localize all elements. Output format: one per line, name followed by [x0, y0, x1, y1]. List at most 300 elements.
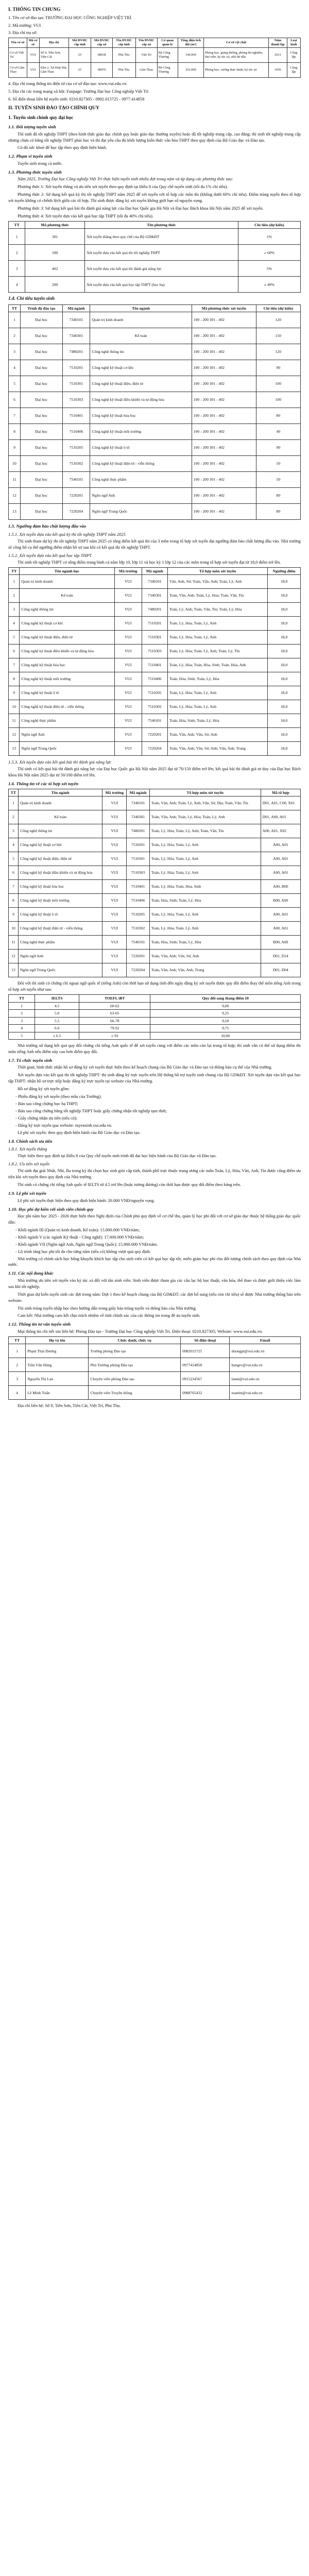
- table-cell: 2: [9, 328, 21, 344]
- table-cell: Xét tuyển dựa vào kết quả thi tốt nghiệp THPT: [85, 245, 238, 261]
- table-cell: 4: [9, 360, 21, 376]
- column-header: Cơ quan quản lý: [157, 38, 178, 48]
- column-header: Tên phương thức: [85, 221, 238, 228]
- table-cell: 18,0: [268, 589, 301, 603]
- table-cell: Toán, Lý, Hóa; Toán, Lý, Anh: [149, 922, 261, 936]
- paragraph: Xét tuyển dựa vào kết quả thi tốt nghiệp THPT: thí sinh đăng ký trực tuyến trên Hệ thống hỗ trợ tuyển sinh chung của Bộ GD&ĐT. Xét tuyển dựa vào kết quả học tập THPT: nhận hồ sơ trực tiếp hoặc đăng ký trực tuyến tại website của Nhà trường.: [8, 1073, 301, 1084]
- table-cell: duongpt@vui.edu.vn: [230, 1344, 301, 1358]
- table-row: [9, 245, 301, 261]
- table-cell: Toán, Lý, Hóa; Toán, Lý, Anh: [167, 686, 267, 700]
- table-cell: Công nghệ kỹ thuật điện tử - viễn thông: [90, 456, 192, 472]
- table-cell: 9: [9, 686, 20, 700]
- table-cell: Toán, Lý, Hóa; Toán, Hóa, Sinh: [149, 880, 261, 894]
- table-cell: 3: [9, 1372, 26, 1386]
- table-cell: 1: [9, 796, 19, 810]
- table-cell: D01, A00, A01: [261, 810, 300, 824]
- table-cell: 79-92: [79, 1025, 150, 1032]
- table-cell: 150: [256, 328, 300, 344]
- table-cell: Công nghệ kỹ thuật điện, điện tử: [90, 376, 192, 392]
- table-cell: 7: [9, 408, 21, 424]
- table-row: [9, 1025, 301, 1032]
- table-cell: 8: [9, 424, 21, 440]
- table-cell: 90: [256, 360, 300, 376]
- table-cell: Đại học: [20, 504, 62, 520]
- table-cell: 7220201: [62, 488, 90, 504]
- table-cell: 1: [9, 575, 20, 589]
- info-line: 4. Địa chỉ trang thông tin điện tử của cơ sở đào tạo: www.vui.edu.vn: [8, 81, 127, 87]
- table-cell: VUI: [114, 575, 142, 589]
- table-cell: Công nghệ kỹ thuật hóa học: [90, 408, 192, 424]
- table-row: [9, 824, 301, 838]
- table-row: [9, 1017, 301, 1024]
- table-cell: Đại học: [20, 344, 62, 360]
- table-cell: 7220201: [127, 950, 149, 963]
- table-cell: ≥ 60%: [238, 245, 300, 261]
- table-row: [9, 922, 301, 936]
- column-header: Tổ hợp môn xét tuyển: [167, 567, 267, 574]
- table-cell: 3: [9, 824, 19, 838]
- heading: 1.6. Thông tin về các tổ hợp xét tuyển: [8, 781, 79, 787]
- table-cell: lannt@vui.edu.vn: [230, 1372, 301, 1386]
- table-cell: VUI: [102, 936, 127, 950]
- table-cell: Trần Văn Hùng: [26, 1358, 89, 1372]
- table-cell: 7510303: [62, 392, 90, 408]
- table-row: [9, 48, 301, 63]
- table-cell: 1: [9, 1002, 35, 1009]
- table-cell: 100 - 200 301 - 402: [192, 504, 256, 520]
- table-row: [9, 603, 301, 617]
- table-cell: 4: [9, 1386, 26, 1400]
- combos-table: [8, 567, 301, 756]
- table-row: [9, 950, 301, 963]
- table-cell: Cơ sở Lâm Thao: [9, 63, 27, 78]
- table-cell: 100 - 200 301 - 402: [192, 328, 256, 344]
- column-header: TT: [9, 789, 19, 796]
- info-line: 3. Địa chỉ trụ sở:: [8, 30, 38, 36]
- table-cell: Ngôn ngữ Trung Quốc: [20, 742, 114, 756]
- blocks-table: [8, 789, 301, 977]
- table-cell: Công nghệ kỹ thuật điều khiển và tự động hóa: [18, 866, 102, 880]
- table-cell: 100 - 200 301 - 402: [192, 440, 256, 456]
- column-header: Số điện thoại: [181, 1336, 230, 1344]
- table-row: [9, 1344, 301, 1358]
- list-item: - Khối ngành V (các ngành Kỹ thuật - Công nghệ): 17.600.000 VNĐ/năm;: [15, 1234, 144, 1240]
- quota-table: [8, 304, 301, 520]
- table-cell: 5: [9, 631, 20, 645]
- list-item: - Lộ trình tăng học phí tối đa cho từng năm (nếu có) không vượt quá quy định.: [15, 1249, 151, 1254]
- table-row: [9, 714, 301, 728]
- table-row: [9, 344, 301, 360]
- table-cell: 7510301: [127, 852, 149, 866]
- table-cell: 7480201: [62, 344, 90, 360]
- table-cell: Công nghệ kỹ thuật cơ khí: [90, 360, 192, 376]
- table-row: [9, 504, 301, 520]
- table-cell: 0982015725: [181, 1344, 230, 1358]
- table-cell: 18,0: [268, 672, 301, 686]
- column-header: Mã phương thức: [25, 221, 85, 228]
- table-cell: Toán, Văn, Anh; Toán, Lý, Hóa; Toán, Văn, Tin: [167, 589, 267, 603]
- table-cell: 146.000: [178, 48, 203, 63]
- table-cell: 18,0: [268, 575, 301, 589]
- table-cell: A00, A01: [261, 852, 300, 866]
- table-cell: Toán, Lý, Hóa; Toán, Lý, Anh: [167, 700, 267, 714]
- table-cell: Công nghệ kỹ thuật hóa học: [18, 880, 102, 894]
- table-cell: tuanlm@vui.edu.vn: [230, 1386, 301, 1400]
- table-cell: 100 - 200 301 - 402: [192, 376, 256, 392]
- paragraph: Lệ phí xét tuyển thực hiện theo quy định hiện hành: 20.000 VNĐ/nguyện vọng.: [18, 1198, 155, 1203]
- table-row: [9, 1358, 301, 1372]
- table-cell: 1: [9, 312, 21, 328]
- table-cell: Nguyễn Thị Lan: [26, 1372, 89, 1386]
- table-cell: 63-65: [79, 1010, 150, 1017]
- info-line: 5. Địa chỉ các trang mạng xã hội: Fanpage: Trường Đại học Công nghiệp Việt Trì: [8, 89, 149, 94]
- table-row: [9, 312, 301, 328]
- table-cell: 11: [9, 472, 21, 488]
- info-line: 1. Tên cơ sở đào tạo: TRƯỜNG ĐẠI HỌC CÔNG NGHIỆP VIỆT TRÌ: [8, 15, 131, 20]
- table-cell: 7340301: [62, 328, 90, 344]
- column-header: TOEFL iBT: [79, 995, 150, 1002]
- table-cell: 2: [9, 1010, 35, 1017]
- table-cell: 25: [68, 48, 91, 63]
- table-cell: Đại học: [20, 488, 62, 504]
- table-cell: 18,0: [268, 728, 301, 742]
- table-cell: B00, A00: [261, 894, 300, 908]
- table-row: [9, 456, 301, 472]
- table-cell: 100 - 200 301 - 402: [192, 408, 256, 424]
- table-cell: 7510201: [62, 360, 90, 376]
- table-cell: A00, A01: [261, 866, 300, 880]
- table-cell: 7220204: [62, 504, 90, 520]
- table-cell: 66-78: [79, 1017, 150, 1024]
- table-header-row: [9, 304, 301, 312]
- table-cell: 2: [9, 1358, 26, 1372]
- table-row: [9, 796, 301, 810]
- column-header: Họ và tên: [26, 1336, 89, 1344]
- paragraph: Thí sinh đã tốt nghiệp THPT (theo hình thức giáo dục chính quy hoặc giáo dục thường xuyên) hoặc đã tốt nghiệp trung cấp, cao đẳng; thí sinh tốt nghiệp trung cấp nhưng chưa có bằng tốt nghiệp THPT phải học và thi đạt yêu cầu đủ khối lượng kiến thức văn hóa THPT theo quy định của Bộ Giáo dục và Đào tạo.: [8, 131, 301, 143]
- table-cell: Đại học: [20, 312, 62, 328]
- table-cell: VUI: [114, 617, 142, 631]
- table-cell: Khu 2, Xã Hợp Hải, Lâm Thao: [39, 63, 68, 78]
- table-cell: Toán, Lý, Hóa; Toán, Lý, Anh: [149, 838, 261, 852]
- table-cell: Phú Thọ: [112, 48, 135, 63]
- table-cell: 9: [9, 440, 21, 456]
- table-row: [9, 658, 301, 672]
- table-cell: Việt Trì: [135, 48, 157, 63]
- table-cell: Bộ Công Thương: [157, 63, 178, 78]
- column-header: Tổng diện tích đất (m²): [178, 38, 203, 48]
- list-item: - Khối ngành III (Quản trị kinh doanh, Kế toán): 15.800.000 VNĐ/năm;: [15, 1227, 140, 1232]
- table-body: [9, 229, 301, 293]
- column-header: Chức danh, chức vụ: [89, 1336, 181, 1344]
- table-row: [9, 672, 301, 686]
- column-header: Tên ĐVHC cấp tỉnh: [112, 38, 135, 48]
- table-cell: Toán, Văn, Anh; Văn, Sử, Anh; Văn, Anh, Trung: [167, 742, 267, 756]
- table-cell: 7510406: [127, 894, 149, 908]
- table-row: [9, 472, 301, 488]
- table-row: [9, 1386, 301, 1400]
- column-header: Tên ngành: [90, 304, 192, 312]
- table-cell: 1%: [238, 229, 300, 245]
- table-cell: 100 - 200 301 - 402: [192, 456, 256, 472]
- table-cell: B00, A00: [261, 936, 300, 950]
- table-cell: 100 - 200 301 - 402: [192, 312, 256, 328]
- column-header: Mã tổ hợp: [261, 789, 300, 796]
- table-cell: Xét tuyển dựa vào kết quả thi đánh giá năng lực: [85, 261, 238, 277]
- list-item: - Bản sao công chứng học bạ THPT;: [15, 1101, 78, 1106]
- table-cell: 7510302: [142, 700, 167, 714]
- column-header: Chỉ tiêu (dự kiến): [256, 304, 300, 312]
- heading: 1.7. Tổ chức tuyển sinh: [8, 1057, 53, 1063]
- table-body: [9, 312, 301, 520]
- table-header-row: [9, 995, 301, 1002]
- table-row: [9, 617, 301, 631]
- column-header: Email: [230, 1336, 301, 1344]
- table-cell: 80: [256, 504, 300, 520]
- table-cell: 90: [256, 440, 300, 456]
- table-row: [9, 360, 301, 376]
- table-cell: VUI: [102, 866, 127, 880]
- table-cell: Phú Thọ: [112, 63, 135, 78]
- table-cell: 7540101: [62, 472, 90, 488]
- info-line: 2. Mã trường: VUI: [8, 23, 41, 28]
- table-cell: 80: [256, 408, 300, 424]
- table-row: [9, 728, 301, 742]
- table-cell: Công nghệ kỹ thuật ô tô: [20, 686, 114, 700]
- table-cell: 18,0: [268, 686, 301, 700]
- list-item: - Khối ngành VII (Ngôn ngữ Anh, Ngôn ngữ Trung Quốc): 15.800.000 VNĐ/năm.: [15, 1242, 158, 1247]
- table-cell: Công nghệ kỹ thuật ô tô: [18, 908, 102, 922]
- table-cell: Quản trị kinh doanh: [90, 312, 192, 328]
- table-header-row: [9, 789, 301, 796]
- table-cell: Công nghệ kỹ thuật điện tử - viễn thông: [18, 922, 102, 936]
- table-cell: 2: [9, 245, 25, 261]
- paragraph: Đối với thí sinh có chứng chỉ ngoại ngữ quốc tế (tiếng Anh) còn thời hạn sử dụng tính đến ngày đăng ký xét tuyển được quy đổi điểm thay thế môn tiếng Anh trong tổ hợp xét tuyển như sau:: [8, 981, 301, 992]
- table-header-row: [9, 221, 301, 228]
- table-cell: 3: [9, 344, 21, 360]
- table-row: [9, 1002, 301, 1009]
- heading: 1.8.2. Ưu tiên xét tuyển: [8, 1161, 50, 1167]
- column-header: Tên cơ sở: [9, 38, 27, 48]
- paragraph: Nhà trường có chính sách học bổng khuyến khích học tập cho sinh viên có kết quả học tập tốt; miễn giảm học phí cho đối tượng chính sách theo quy định của Nhà nước.: [8, 1256, 301, 1267]
- table-cell: Ngôn ngữ Trung Quốc: [18, 963, 102, 977]
- table-row: [9, 700, 301, 714]
- table-cell: 8: [9, 672, 20, 686]
- table-cell: 100: [256, 376, 300, 392]
- table-cell: VUI: [114, 589, 142, 603]
- table-cell: Toán, Lý, Hóa; Toán, Lý, Anh: [167, 631, 267, 645]
- document-list: [8, 1094, 301, 1129]
- table-cell: 7510301: [142, 631, 167, 645]
- table-cell: 100 - 200 301 - 402: [192, 392, 256, 408]
- table-cell: 12: [9, 488, 21, 504]
- table-row: [9, 852, 301, 866]
- table-cell: Công nghệ kỹ thuật môi trường: [20, 672, 114, 686]
- column-header: Cơ sở vật chất: [204, 38, 269, 48]
- table-body: [9, 796, 301, 977]
- table-row: [9, 589, 301, 603]
- table-cell: Văn, Anh, Sử; Toán, Văn, Anh; Toán, Lý, Anh: [167, 575, 267, 589]
- table-cell: 7510303: [127, 866, 149, 880]
- table-cell: Công nghệ kỹ thuật điện, điện tử: [20, 631, 114, 645]
- table-cell: A00, B00: [261, 880, 300, 894]
- table-cell: 7510401: [127, 880, 149, 894]
- heading: 1.10. Học phí dự kiến với sinh viên chính quy: [8, 1206, 94, 1212]
- methods-table: [8, 221, 301, 293]
- table-cell: 7540101: [127, 936, 149, 950]
- table-cell: 2: [9, 810, 19, 824]
- table-row: [9, 392, 301, 408]
- table-cell: 5%: [238, 261, 300, 277]
- section-title: II. TUYỂN SINH ĐÀO TẠO CHÍNH QUY: [8, 105, 99, 111]
- table-cell: Phạm Thái Dương: [26, 1344, 89, 1358]
- contact-table: [8, 1336, 301, 1400]
- column-header: Loại hình: [287, 38, 300, 48]
- table-cell: 11: [9, 714, 20, 728]
- paragraph: Tuyển sinh trong cả nước.: [18, 161, 63, 166]
- table-cell: 7220204: [127, 963, 149, 977]
- table-cell: 8: [9, 894, 19, 908]
- paragraph: Cam kết: Nhà trường cam kết chịu trách nhiệm về tính chính xác của các thông tin trong đề án tuyển sinh.: [18, 1313, 201, 1318]
- table-cell: 7510301: [62, 376, 90, 392]
- table-cell: 7510205: [62, 440, 90, 456]
- subsection-title: 1.4. Chỉ tiêu tuyển sinh: [8, 296, 55, 302]
- table-cell: 5: [9, 852, 19, 866]
- table-cell: VUI: [27, 48, 39, 63]
- table-cell: 3: [9, 261, 25, 277]
- table-cell: Quản trị kinh doanh: [20, 575, 114, 589]
- column-header: Tên ĐVHC cấp xã: [135, 38, 157, 48]
- table-cell: 100 - 200 301 - 402: [192, 424, 256, 440]
- table-cell: 7510406: [62, 424, 90, 440]
- heading: 1.1. Đối tượng tuyển sinh: [8, 124, 56, 130]
- table-cell: 08476: [91, 63, 112, 78]
- paragraph: Phương thức 1: Xét tuyển thẳng và ưu tiên xét tuyển theo quy định tại Điều 8 của Quy chế tuyển sinh (tối đa 1% chỉ tiêu).: [18, 184, 228, 190]
- heading: 1.5.1. Xét tuyển dựa vào kết quả kỳ thi tốt nghiệp THPT năm 2025: [8, 531, 126, 537]
- table-cell: Toán, Lý, Hóa; Toán, Lý, Anh; Toán, Lý, Tin: [167, 645, 267, 658]
- table-body: [9, 48, 301, 78]
- table-cell: 7510302: [127, 922, 149, 936]
- table-cell: VUI: [114, 686, 142, 700]
- table-cell: 7340301: [127, 810, 149, 824]
- table-cell: Trưởng phòng Đào tạo: [89, 1344, 181, 1358]
- table-cell: Kế toán: [90, 328, 192, 344]
- table-cell: VUI: [102, 894, 127, 908]
- column-header: Tên ngành học: [20, 567, 114, 574]
- table-cell: A00, A01: [261, 908, 300, 922]
- heading: 1.5. Ngưỡng đảm bảo chất lượng đầu vào: [8, 523, 87, 529]
- table-cell: VUI: [102, 922, 127, 936]
- table-cell: VUI: [102, 908, 127, 922]
- table-cell: Ngôn ngữ Anh: [18, 950, 102, 963]
- table-cell: Đại học: [20, 424, 62, 440]
- table-header-row: [9, 567, 301, 574]
- column-header: TT: [9, 221, 25, 228]
- table-cell: 40: [256, 424, 300, 440]
- column-header: Mã ngành: [62, 304, 90, 312]
- table-cell: Toán, Văn, Anh; Toán, Lý, Hóa; Toán, Lý, Anh: [149, 810, 261, 824]
- table-cell: 7510201: [142, 617, 167, 631]
- table-cell: 3: [9, 603, 20, 617]
- table-cell: Toán, Lý, Hóa; Toán, Lý, Anh; Toán, Văn, Tin: [149, 824, 261, 838]
- table-cell: Kế toán: [20, 589, 114, 603]
- table-cell: VUI: [102, 838, 127, 852]
- table-row: [9, 408, 301, 424]
- table-cell: Công nghệ thực phẩm: [20, 714, 114, 728]
- table-cell: Công nghệ kỹ thuật cơ khí: [18, 838, 102, 852]
- paragraph: Hồ sơ đăng ký xét tuyển gồm:: [18, 1087, 70, 1092]
- table-cell: 18,0: [268, 700, 301, 714]
- table-body: [9, 1344, 301, 1400]
- column-header: Mã ngành: [142, 567, 167, 574]
- table-cell: Số 9, Tiên Sơn, Tiên Cát: [39, 48, 68, 63]
- table-cell: Toán, Hóa, Sinh; Toán, Lý, Hóa: [167, 714, 267, 728]
- table-cell: Công nghệ kỹ thuật môi trường: [90, 424, 192, 440]
- table-cell: VUI: [114, 658, 142, 672]
- column-header: Chỉ tiêu (dự kiến): [238, 221, 300, 228]
- table-row: [9, 488, 301, 504]
- table-cell: Bộ Công Thương: [157, 48, 178, 63]
- table-cell: 252.000: [178, 63, 203, 78]
- table-cell: VUI: [114, 700, 142, 714]
- table-cell: Đại học: [20, 392, 62, 408]
- table-row: [9, 1032, 301, 1039]
- list-item: - Bản sao công chứng bằng tốt nghiệp THPT hoặc giấy chứng nhận tốt nghiệp tạm thời;: [15, 1108, 167, 1113]
- table-row: [9, 880, 301, 894]
- table-cell: 10: [9, 700, 20, 714]
- table-cell: Xét tuyển thẳng theo quy chế của Bộ GD&ĐT: [85, 229, 238, 245]
- column-header: Mã ĐVHC cấp tỉnh: [68, 38, 91, 48]
- table-cell: 7510205: [127, 908, 149, 922]
- table-cell: VUI: [114, 728, 142, 742]
- table-cell: 80: [256, 488, 300, 504]
- paragraph: Thời gian; hình thức nhận hồ sơ đăng ký xét tuyển thực hiện theo kế hoạch chung của Bộ Giáo dục và Đào tạo và thông báo cụ thể của Nhà trường.: [18, 1065, 272, 1070]
- table-cell: 5: [9, 376, 21, 392]
- table-cell: Quản trị kinh doanh: [18, 796, 102, 810]
- table-cell: 18,0: [268, 631, 301, 645]
- table-cell: Toán, Lý, Hóa; Toán, Lý, Anh: [149, 908, 261, 922]
- column-header: Mã trường: [102, 789, 127, 796]
- table-cell: 0977414858: [181, 1358, 230, 1372]
- fee-list: [8, 1227, 301, 1255]
- table-cell: 4: [9, 617, 20, 631]
- paragraph: Địa chỉ liên hệ: Số 9, Tiên Sơn, Tiên Cát, Việt Trì, Phú Thọ.: [18, 1403, 121, 1409]
- heading: 1.8.1. Xét tuyển thẳng: [8, 1146, 47, 1152]
- table-cell: VUI: [102, 796, 127, 810]
- column-header: TT: [9, 567, 20, 574]
- table-cell: 7: [9, 658, 20, 672]
- subsection-title: 1. Tuyển sinh chính quy đại học: [8, 115, 74, 121]
- table-cell: Toán, Hóa, Sinh; Toán, Lý, Hóa: [149, 894, 261, 908]
- table-cell: Phó Trưởng phòng Đào tạo: [89, 1358, 181, 1372]
- table-row: [9, 1010, 301, 1017]
- paragraph: Thực hiện theo quy định tại Điều 8 của Quy chế tuyển sinh trình độ đại học hiện hành của Bộ Giáo dục và Đào tạo.: [18, 1154, 217, 1159]
- table-cell: ≤ 40%: [238, 277, 300, 293]
- table-cell: 13: [9, 504, 21, 520]
- table-cell: 6: [9, 645, 20, 658]
- table-cell: 5.5: [35, 1017, 79, 1024]
- table-cell: Công nghệ kỹ thuật cơ khí: [20, 617, 114, 631]
- list-item: - Phiếu đăng ký xét tuyển (theo mẫu của Trường);: [15, 1094, 102, 1099]
- table-cell: 301: [25, 229, 85, 245]
- column-header: Địa chỉ: [39, 38, 68, 48]
- table-cell: 18,0: [268, 742, 301, 756]
- table-cell: 7510205: [142, 686, 167, 700]
- table-cell: 7220201: [142, 728, 167, 742]
- table-cell: Toán, Lý, Anh; Toán, Văn, Tin; Toán, Lý, Hóa: [167, 603, 267, 617]
- table-cell: 12: [9, 950, 19, 963]
- table-cell: Toán, Hóa, Sinh; Toán, Lý, Hóa: [149, 936, 261, 950]
- table-cell: Đại học: [20, 376, 62, 392]
